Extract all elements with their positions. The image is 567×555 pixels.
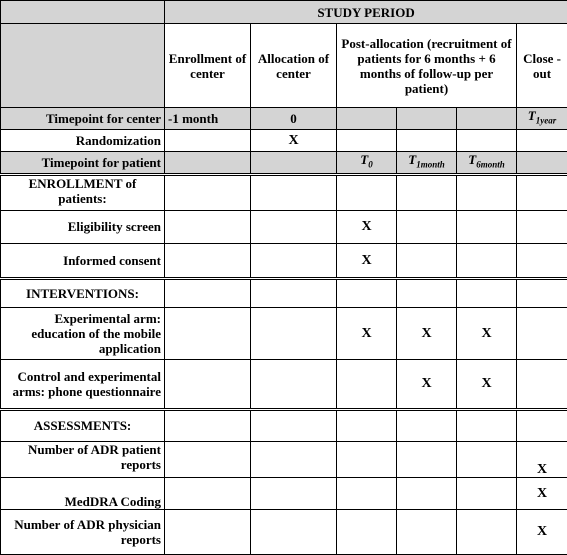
empty-cell [517, 130, 567, 152]
empty-cell [251, 509, 337, 554]
empty-cell [457, 278, 517, 307]
timepoint-t1-cell: $T_{1month}$ [397, 152, 457, 175]
row-label: Number of ADR patient reports [1, 441, 165, 477]
empty-cell [457, 243, 517, 278]
consent-t0-mark: X [337, 243, 397, 278]
empty-cell [251, 477, 337, 509]
assessments-row [1, 409, 567, 441]
empty-cell [337, 174, 397, 210]
empty-cell [165, 174, 251, 210]
eligibility-row [1, 210, 567, 243]
timepoint-allocation-cell: 0 [251, 108, 337, 130]
study-period-row [1, 1, 567, 24]
row-label: Control and experimental arms: phone questionnaire [1, 359, 165, 409]
empty-cell [165, 359, 251, 409]
empty-cell [251, 441, 337, 477]
empty-cell [457, 509, 517, 554]
empty-cell [517, 307, 567, 359]
timepoint-enrollment-cell: -1 month [165, 108, 251, 130]
row-label: Informed consent [1, 243, 165, 278]
timepoint-patient-row [1, 152, 567, 175]
section-label: ASSESSMENTS: [1, 409, 165, 441]
empty-cell [457, 210, 517, 243]
meddra-close-mark: X [517, 477, 567, 509]
empty-cell [251, 210, 337, 243]
consent-row [1, 243, 567, 278]
row-label: Timepoint for patient [1, 152, 165, 175]
empty-cell [397, 477, 457, 509]
section-label: INTERVENTIONS: [1, 278, 165, 307]
empty-cell [165, 441, 251, 477]
empty-cell [337, 409, 397, 441]
empty-cell [165, 243, 251, 278]
empty-cell [397, 243, 457, 278]
experimental-t1-mark: X [397, 307, 457, 359]
empty-cell [251, 409, 337, 441]
adr-patient-close-mark: X [517, 441, 567, 477]
row-label: Randomization [1, 130, 165, 152]
empty-cell [251, 174, 337, 210]
post-allocation-header: Post-allocation (recruitment of patients for 6 months + 6 months of follow-up per patient) [337, 24, 517, 108]
adr-physician-close-mark: X [517, 509, 567, 554]
row-label: Experimental arm: education of the mobile application [1, 307, 165, 359]
empty-cell [517, 409, 567, 441]
enrollment-patients-row [1, 174, 567, 210]
randomization-mark: X [251, 130, 337, 152]
experimental-t6-mark: X [457, 307, 517, 359]
empty-cell [397, 130, 457, 152]
corner-cell [1, 1, 165, 24]
eligibility-t0-mark: X [337, 210, 397, 243]
empty-cell [517, 210, 567, 243]
header-label-cell [1, 24, 165, 108]
empty-cell [337, 477, 397, 509]
row-label: Number of ADR physician reports [1, 509, 165, 554]
empty-cell [397, 441, 457, 477]
row-label: MedDRA Coding [1, 477, 165, 509]
empty-cell [517, 278, 567, 307]
empty-cell [337, 108, 397, 130]
timepoint-close-cell: $T_{1year}$ [517, 108, 567, 130]
empty-cell [165, 509, 251, 554]
row-label: Eligibility screen [1, 210, 165, 243]
experimental-arm-row [1, 307, 567, 359]
empty-cell [165, 409, 251, 441]
empty-cell [165, 152, 251, 175]
empty-cell [457, 477, 517, 509]
empty-cell [517, 243, 567, 278]
empty-cell [337, 278, 397, 307]
row-label: Timepoint for center [1, 108, 165, 130]
control-arm-row [1, 359, 567, 409]
empty-cell [165, 210, 251, 243]
empty-cell [457, 130, 517, 152]
empty-cell [517, 359, 567, 409]
timepoint-t0-cell: $T_0$ [337, 152, 397, 175]
empty-cell [457, 441, 517, 477]
control-t6-mark: X [457, 359, 517, 409]
empty-cell [251, 278, 337, 307]
control-t1-mark: X [397, 359, 457, 409]
empty-cell [397, 278, 457, 307]
empty-cell [165, 307, 251, 359]
empty-cell [337, 130, 397, 152]
empty-cell [337, 359, 397, 409]
empty-cell [457, 409, 517, 441]
empty-cell [397, 509, 457, 554]
randomization-row [1, 130, 567, 152]
empty-cell [337, 509, 397, 554]
interventions-row [1, 278, 567, 307]
empty-cell [397, 409, 457, 441]
empty-cell [251, 152, 337, 175]
empty-cell [517, 152, 567, 175]
study-period-header: STUDY PERIOD [165, 1, 567, 24]
empty-cell [165, 477, 251, 509]
close-out-header: Close -out [517, 24, 567, 108]
adr-physician-row [1, 509, 567, 554]
empty-cell [397, 108, 457, 130]
empty-cell [251, 243, 337, 278]
empty-cell [165, 278, 251, 307]
empty-cell [397, 174, 457, 210]
empty-cell [165, 130, 251, 152]
empty-cell [337, 441, 397, 477]
meddra-row [1, 477, 567, 509]
empty-cell [517, 174, 567, 210]
empty-cell [457, 108, 517, 130]
adr-patient-row [1, 441, 567, 477]
experimental-t0-mark: X [337, 307, 397, 359]
empty-cell [251, 359, 337, 409]
timepoint-center-row [1, 108, 567, 130]
period-header-row [1, 24, 567, 108]
enrollment-of-center-header: Enrollment of center [165, 24, 251, 108]
empty-cell [397, 210, 457, 243]
section-label: ENROLLMENT of patients: [1, 174, 165, 210]
allocation-of-center-header: Allocation of center [251, 24, 337, 108]
timepoint-t6-cell: $T_{6month}$ [457, 152, 517, 175]
empty-cell [251, 307, 337, 359]
empty-cell [457, 174, 517, 210]
